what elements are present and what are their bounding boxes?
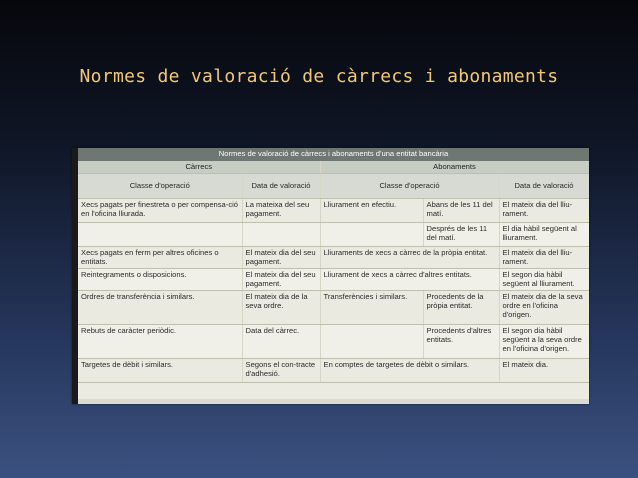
carrecs-header: Càrrecs [78, 161, 320, 174]
abonament-subtipus: Abans de les 11 del matí. [423, 199, 499, 223]
carrec-operacio [78, 223, 242, 247]
carrec-operacio: Reintegraments o disposicions. [78, 269, 242, 291]
carrec-operacio: Xecs pagats per finestreta o per compensa-ció en l'oficina lliurada. [78, 199, 242, 223]
carrec-operacio: Rebuts de caràcter periòdic. [78, 325, 242, 359]
carrec-valoracio: El mateix dia del seu pagament. [242, 269, 320, 291]
abonament-valoracio: El dia hàbil següent al lliurament. [499, 223, 589, 247]
table-row [78, 247, 589, 269]
carrec-operacio: Xecs pagats en ferm per altres oficines o entitats. [78, 247, 242, 269]
table-row [78, 269, 589, 291]
abonament-operacio [320, 325, 423, 359]
table-row [78, 359, 589, 383]
abonament-subtipus: Procedents de la pròpia entitat. [423, 291, 499, 325]
abonament-subtipus: Després de les 11 del matí. [423, 223, 499, 247]
table-row [78, 325, 589, 359]
abonament-valoracio: El segon dia hàbil següent al lliurament. [499, 269, 589, 291]
abonaments-header: Abonaments [320, 161, 589, 174]
abonament-valoracio: El segon dia hàbil següent a la seva ordre en l'oficina d'origen. [499, 325, 589, 359]
abonament-operacio: Lliurament en efectiu. [320, 199, 423, 223]
carrec-valoracio: Segons el con-tracte d'adhesió. [242, 359, 320, 383]
abonament-operacio: Transferències i similars. [320, 291, 423, 325]
carrecs-col-valoracio: Data de valoració [242, 174, 320, 199]
slide-title: Normes de valoració de càrrecs i abonaments [79, 66, 559, 87]
abonament-operacio [320, 223, 423, 247]
table-title: Normes de valoració de càrrecs i abonaments d'una entitat bancària [78, 148, 589, 161]
abonament-subtipus: Procedents d'altres entitats. [423, 325, 499, 359]
abonaments-col-valoracio: Data de valoració [499, 174, 589, 199]
page-edge [78, 399, 589, 404]
carrec-valoracio: La mateixa del seu pagament. [242, 199, 320, 223]
carrec-valoracio: Data del càrrec. [242, 325, 320, 359]
table-photo [72, 148, 589, 404]
abonament-operacio: Lliurament de xecs a càrrec d'altres entitats. [320, 269, 499, 291]
carrec-valoracio: El mateix dia del seu pagament. [242, 247, 320, 269]
valuation-table [78, 148, 589, 383]
abonament-valoracio: El mateix dia de la seva ordre en l'oficina d'origen. [499, 291, 589, 325]
abonament-operacio: Lliuraments de xecs a càrrec de la pròpia entitat. [320, 247, 499, 269]
abonament-valoracio: El mateix dia del lliu-rament. [499, 247, 589, 269]
carrec-valoracio [242, 223, 320, 247]
carrec-valoracio: El mateix dia de la seva ordre. [242, 291, 320, 325]
abonament-valoracio: El mateix dia del lliu-rament. [499, 199, 589, 223]
table-row [78, 223, 589, 247]
carrec-operacio: Targetes de dèbit i similars. [78, 359, 242, 383]
carrec-operacio: Ordres de transferència i similars. [78, 291, 242, 325]
abonament-valoracio: El mateix dia. [499, 359, 589, 383]
abonaments-col-operacio: Classe d'operació [320, 174, 499, 199]
table-row [78, 291, 589, 325]
abonament-operacio: En comptes de targetes de dèbit o similars. [320, 359, 499, 383]
carrecs-col-operacio: Classe d'operació [78, 174, 242, 199]
table-row [78, 199, 589, 223]
